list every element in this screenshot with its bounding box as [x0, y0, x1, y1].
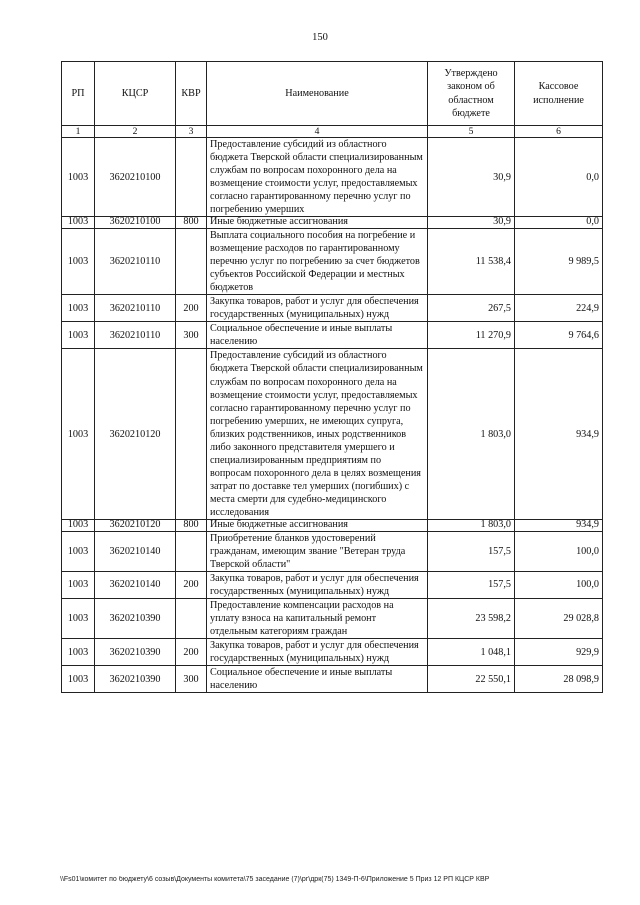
cell-approved: 30,9 [428, 138, 515, 217]
cell-approved: 30,9 [428, 217, 515, 229]
cell-kvr: 300 [176, 322, 207, 349]
header-name: Наименование [207, 62, 428, 126]
table-row [62, 666, 603, 693]
cell-name: Закупка товаров, работ и услуг для обеспечения государственных (муниципальных) нужд [207, 295, 428, 322]
cell-kcsr: 3620210390 [95, 598, 176, 638]
table-row [62, 322, 603, 349]
cell-kvr: 200 [176, 295, 207, 322]
cell-name: Выплата социального пособия на погребение и возмещение расходов по гарантированному перечню услуг по погребению за счет бюджетов субъектов Российской Федерации и местных бюджетов [207, 228, 428, 294]
cell-name: Иные бюджетные ассигнования [207, 520, 428, 532]
cell-kcsr: 3620210390 [95, 666, 176, 693]
table-row [62, 598, 603, 638]
cell-kcsr: 3620210110 [95, 295, 176, 322]
table-row [62, 138, 603, 217]
budget-table [61, 61, 603, 693]
cell-executed: 934,9 [515, 520, 603, 532]
table-row [62, 639, 603, 666]
cell-name: Приобретение бланков удостоверений гражданам, имеющим звание "Ветеран труда Тверской области" [207, 531, 428, 571]
column-numbers-row [62, 126, 603, 138]
cell-approved: 267,5 [428, 295, 515, 322]
table-row [62, 531, 603, 571]
cell-executed: 929,9 [515, 639, 603, 666]
cell-name: Предоставление субсидий из областного бюджета Тверской области специализированным службам по вопросам похоронного дела на возмещение стоимости услуг, предоставляемых согласно гарантированному перечню услуг по погребению умерших [207, 138, 428, 217]
cell-executed: 934,9 [515, 349, 603, 520]
cell-name: Закупка товаров, работ и услуг для обеспечения государственных (муниципальных) нужд [207, 571, 428, 598]
cell-executed: 9 764,6 [515, 322, 603, 349]
cell-kvr [176, 228, 207, 294]
cell-kcsr: 3620210120 [95, 520, 176, 532]
cell-name: Закупка товаров, работ и услуг для обеспечения государственных (муниципальных) нужд [207, 639, 428, 666]
cell-rp: 1003 [62, 228, 95, 294]
cell-rp: 1003 [62, 598, 95, 638]
cell-kcsr: 3620210140 [95, 571, 176, 598]
table-row [62, 520, 603, 532]
header-executed: Кассовое исполнение [515, 62, 603, 126]
cell-rp: 1003 [62, 571, 95, 598]
column-number: 1 [62, 126, 95, 138]
cell-kvr: 300 [176, 666, 207, 693]
cell-executed: 100,0 [515, 531, 603, 571]
cell-kcsr: 3620210110 [95, 228, 176, 294]
cell-name: Иные бюджетные ассигнования [207, 217, 428, 229]
cell-approved: 1 048,1 [428, 639, 515, 666]
cell-executed: 29 028,8 [515, 598, 603, 638]
cell-rp: 1003 [62, 531, 95, 571]
table-header-row [62, 62, 603, 126]
cell-executed: 28 098,9 [515, 666, 603, 693]
cell-kvr [176, 138, 207, 217]
column-number: 5 [428, 126, 515, 138]
cell-rp: 1003 [62, 322, 95, 349]
cell-approved: 11 270,9 [428, 322, 515, 349]
cell-executed: 100,0 [515, 571, 603, 598]
column-number: 2 [95, 126, 176, 138]
cell-executed: 0,0 [515, 217, 603, 229]
cell-approved: 22 550,1 [428, 666, 515, 693]
cell-approved: 1 803,0 [428, 520, 515, 532]
cell-kcsr: 3620210110 [95, 322, 176, 349]
cell-approved: 157,5 [428, 571, 515, 598]
cell-kvr: 200 [176, 571, 207, 598]
column-number: 4 [207, 126, 428, 138]
cell-rp: 1003 [62, 138, 95, 217]
cell-kcsr: 3620210390 [95, 639, 176, 666]
cell-kvr [176, 349, 207, 520]
cell-rp: 1003 [62, 295, 95, 322]
cell-rp: 1003 [62, 217, 95, 229]
cell-executed: 224,9 [515, 295, 603, 322]
cell-approved: 1 803,0 [428, 349, 515, 520]
column-number: 6 [515, 126, 603, 138]
cell-name: Предоставление компенсации расходов на уплату взноса на капитальный ремонт отдельным категориям граждан [207, 598, 428, 638]
cell-kvr: 800 [176, 217, 207, 229]
cell-name: Социальное обеспечение и иные выплаты населению [207, 666, 428, 693]
cell-rp: 1003 [62, 639, 95, 666]
cell-rp: 1003 [62, 666, 95, 693]
cell-rp: 1003 [62, 349, 95, 520]
header-approved: Утверждено законом об областном бюджете [428, 62, 515, 126]
cell-kcsr: 3620210100 [95, 217, 176, 229]
cell-kvr [176, 531, 207, 571]
cell-approved: 157,5 [428, 531, 515, 571]
cell-rp: 1003 [62, 520, 95, 532]
table-row [62, 217, 603, 229]
table-row [62, 295, 603, 322]
cell-executed: 9 989,5 [515, 228, 603, 294]
cell-kcsr: 3620210100 [95, 138, 176, 217]
cell-executed: 0,0 [515, 138, 603, 217]
cell-name: Предоставление субсидий из областного бюджета Тверской области специализированным службам по вопросам похоронного дела на возмещение стоимости услуг, предоставляемых согласно гарантированному перечню услуг по погребению умерших, не имеющих супруга, близких родственников, иных родственников либо законного представителя умершего и специализированным предприятиям по вопросам похоронного дела в целях возмещения затрат по доставке тел умерших (погибших) с места смерти для судебно-медицинского исследования [207, 349, 428, 520]
table-row [62, 571, 603, 598]
header-kcsr: КЦСР [95, 62, 176, 126]
cell-name: Социальное обеспечение и иные выплаты населению [207, 322, 428, 349]
header-rp: РП [62, 62, 95, 126]
cell-kvr: 200 [176, 639, 207, 666]
cell-kcsr: 3620210120 [95, 349, 176, 520]
header-kvr: КВР [176, 62, 207, 126]
cell-approved: 11 538,4 [428, 228, 515, 294]
footer-file-path: \\Fs01\комитет по бюджету\6 созыв\Документы комитета\75 заседание (7)\рг\дрк(75) 1349-П-6\Приложение 5 Приз 12 РП КЦСР КВР [60, 876, 490, 883]
page-number: 150 [312, 32, 328, 43]
column-number: 3 [176, 126, 207, 138]
table-row [62, 228, 603, 294]
table-row [62, 349, 603, 520]
cell-kvr: 800 [176, 520, 207, 532]
cell-approved: 23 598,2 [428, 598, 515, 638]
table-body [62, 138, 603, 693]
cell-kcsr: 3620210140 [95, 531, 176, 571]
cell-kvr [176, 598, 207, 638]
